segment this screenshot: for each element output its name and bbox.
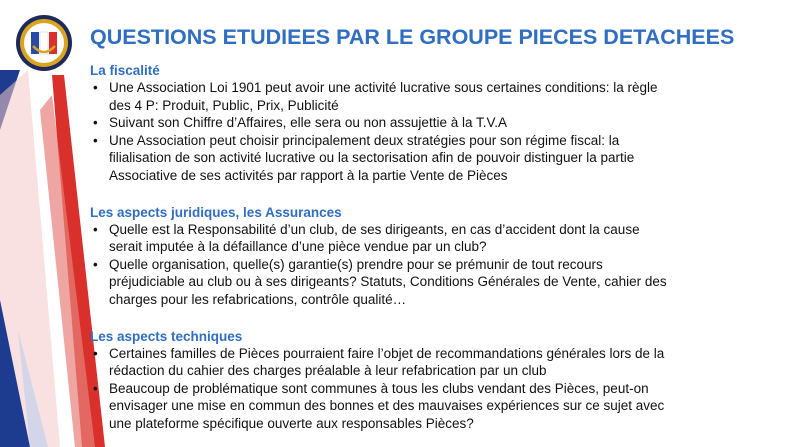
list-item: [90, 380, 780, 433]
bullet-line: serait imputée à la défaillance d’une pièce vendue par un club?: [109, 239, 487, 255]
bullet-line: • Une Association peut choisir principalement deux stratégies pour son régime fiscal: la: [109, 132, 620, 148]
list-item: [90, 256, 780, 309]
section-heading: La fiscalité: [90, 63, 160, 78]
section-techniques: [90, 328, 780, 433]
bullet-list: [90, 221, 780, 309]
bullet-line: des 4 P: Produit, Public, Prix, Publicité: [109, 97, 339, 113]
section-fiscalite: [90, 62, 780, 185]
bullet-line: charges pour les refabrications, contrôle qualité…: [109, 291, 407, 307]
list-item: [90, 345, 780, 380]
bullet-line: Associative de ses activités par rapport à la partie Vente de Pièces: [109, 167, 508, 183]
list-item: [90, 221, 780, 256]
content: [90, 62, 780, 433]
bullet-line: filialisation de son activité lucrative ou la sectorisation afin de pouvoir distinguer la partie: [109, 150, 635, 166]
bullet-line: envisager une mise en commun des bonnes et des mauvaises expériences sur ce sujet avec: [109, 398, 665, 414]
bullet-list: [90, 345, 780, 433]
bullet-line: • Une Association Loi 1901 peut avoir une activité lucrative sous certaines conditions: la règle: [109, 80, 658, 95]
club-emblem-icon: [15, 14, 73, 72]
bullet-line: • Beaucoup de problématique sont communes à tous les clubs vendant des Pièces, peut-on: [109, 380, 649, 396]
bullet-line: • Suivant son Chiffre d’Affaires, elle sera ou non assujettie à la T.V.A: [109, 115, 507, 131]
list-item: [90, 132, 780, 185]
bullet-list: [90, 79, 780, 185]
bullet-line: • Certaines familles de Pièces pourraient faire l’objet de recommandations générales lors de la: [109, 345, 665, 361]
bullet-line: rédaction du cahier des charges préalable à leur refabrication par un club: [109, 363, 547, 379]
bullet-line: une plateforme spécifique ouverte aux responsables Pièces?: [109, 415, 474, 431]
page-title: QUESTIONS ETUDIEES PAR LE GROUPE PIECES DETACHEES: [90, 25, 735, 49]
bullet-line: préjudiciable au club ou à ses dirigeants? Statuts, Conditions Générales de Vente, cahier des: [109, 274, 667, 290]
section-heading: Les aspects techniques: [90, 328, 243, 344]
section-heading: Les aspects juridiques, les Assurances: [90, 204, 342, 220]
list-item: [90, 114, 780, 132]
bullet-line: • Quelle est la Responsabilité d’un club, de ses dirigeants, en cas d’accident dont la cause: [109, 221, 640, 237]
bullet-line: • Quelle organisation, quelle(s) garantie(s) prendre pour se prémunir de tout recours: [109, 256, 603, 272]
list-item: [90, 79, 780, 114]
section-juridique: [90, 204, 780, 309]
